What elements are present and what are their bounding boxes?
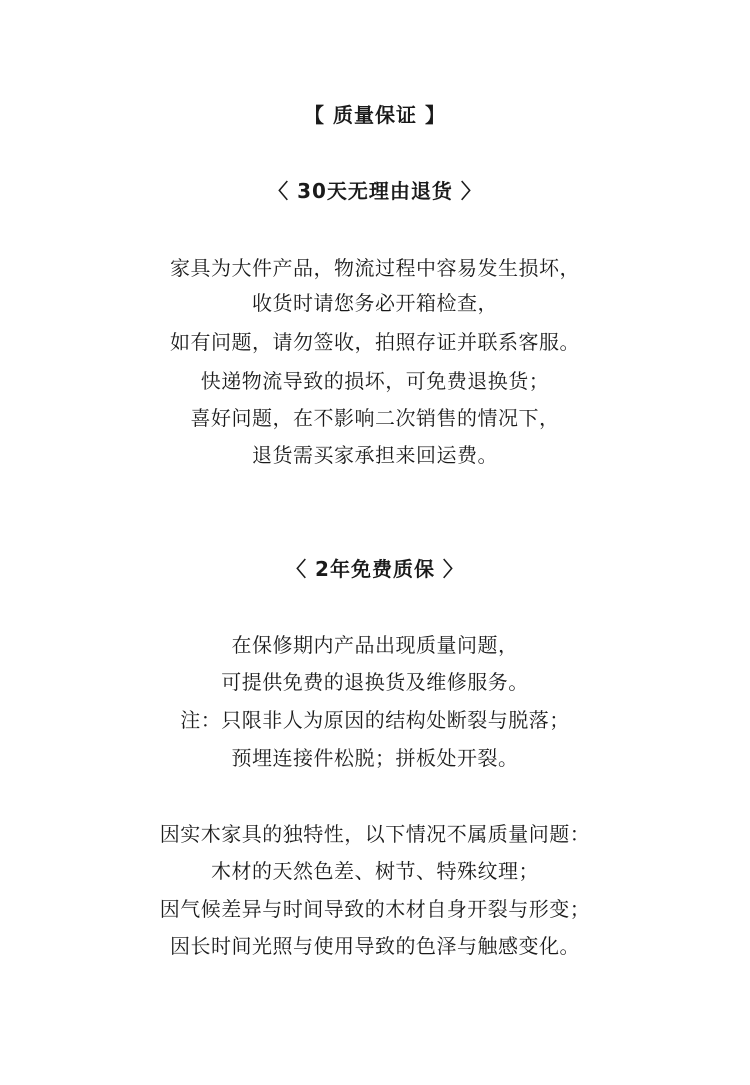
exclusion-line: 因气候差异与时间导致的木材自身开裂与形变； bbox=[159, 897, 591, 921]
warranty-line: 在保修期内产品出现质量问题， bbox=[231, 633, 519, 657]
exclusion-line: 木材的天然色差、树节、特殊纹理； bbox=[211, 859, 539, 883]
section-heading-return: 〈 30天无理由退货 〉 bbox=[268, 179, 482, 203]
return-policy-line: 快递物流导致的损坏，可免费退换货； bbox=[200, 369, 550, 393]
return-policy-line: 喜好问题，在不影响二次销售的情况下， bbox=[190, 406, 560, 430]
return-policy-line: 如有问题，请勿签收，拍照存证并联系客服。 bbox=[170, 330, 580, 354]
return-policy-line: 家具为大件产品，物流过程中容易发生损坏， bbox=[170, 256, 580, 280]
warranty-line: 可提供免费的退换货及维修服务。 bbox=[221, 670, 529, 694]
return-policy-line: 退货需买家承担来回运费。 bbox=[252, 443, 498, 467]
return-policy-line: 收货时请您务必开箱检查， bbox=[252, 291, 498, 315]
warranty-line: 注：只限非人为原因的结构处断裂与脱落； bbox=[180, 708, 570, 732]
warranty-line: 预埋连接件松脱；拼板处开裂。 bbox=[231, 746, 519, 770]
section-heading-warranty: 〈 2年免费质保 〉 bbox=[286, 557, 464, 581]
page-title: 【 质量保证 】 bbox=[304, 103, 446, 127]
exclusion-line: 因实木家具的独特性，以下情况不属质量问题： bbox=[159, 822, 591, 846]
exclusion-line: 因长时间光照与使用导致的色泽与触感变化。 bbox=[170, 934, 580, 958]
